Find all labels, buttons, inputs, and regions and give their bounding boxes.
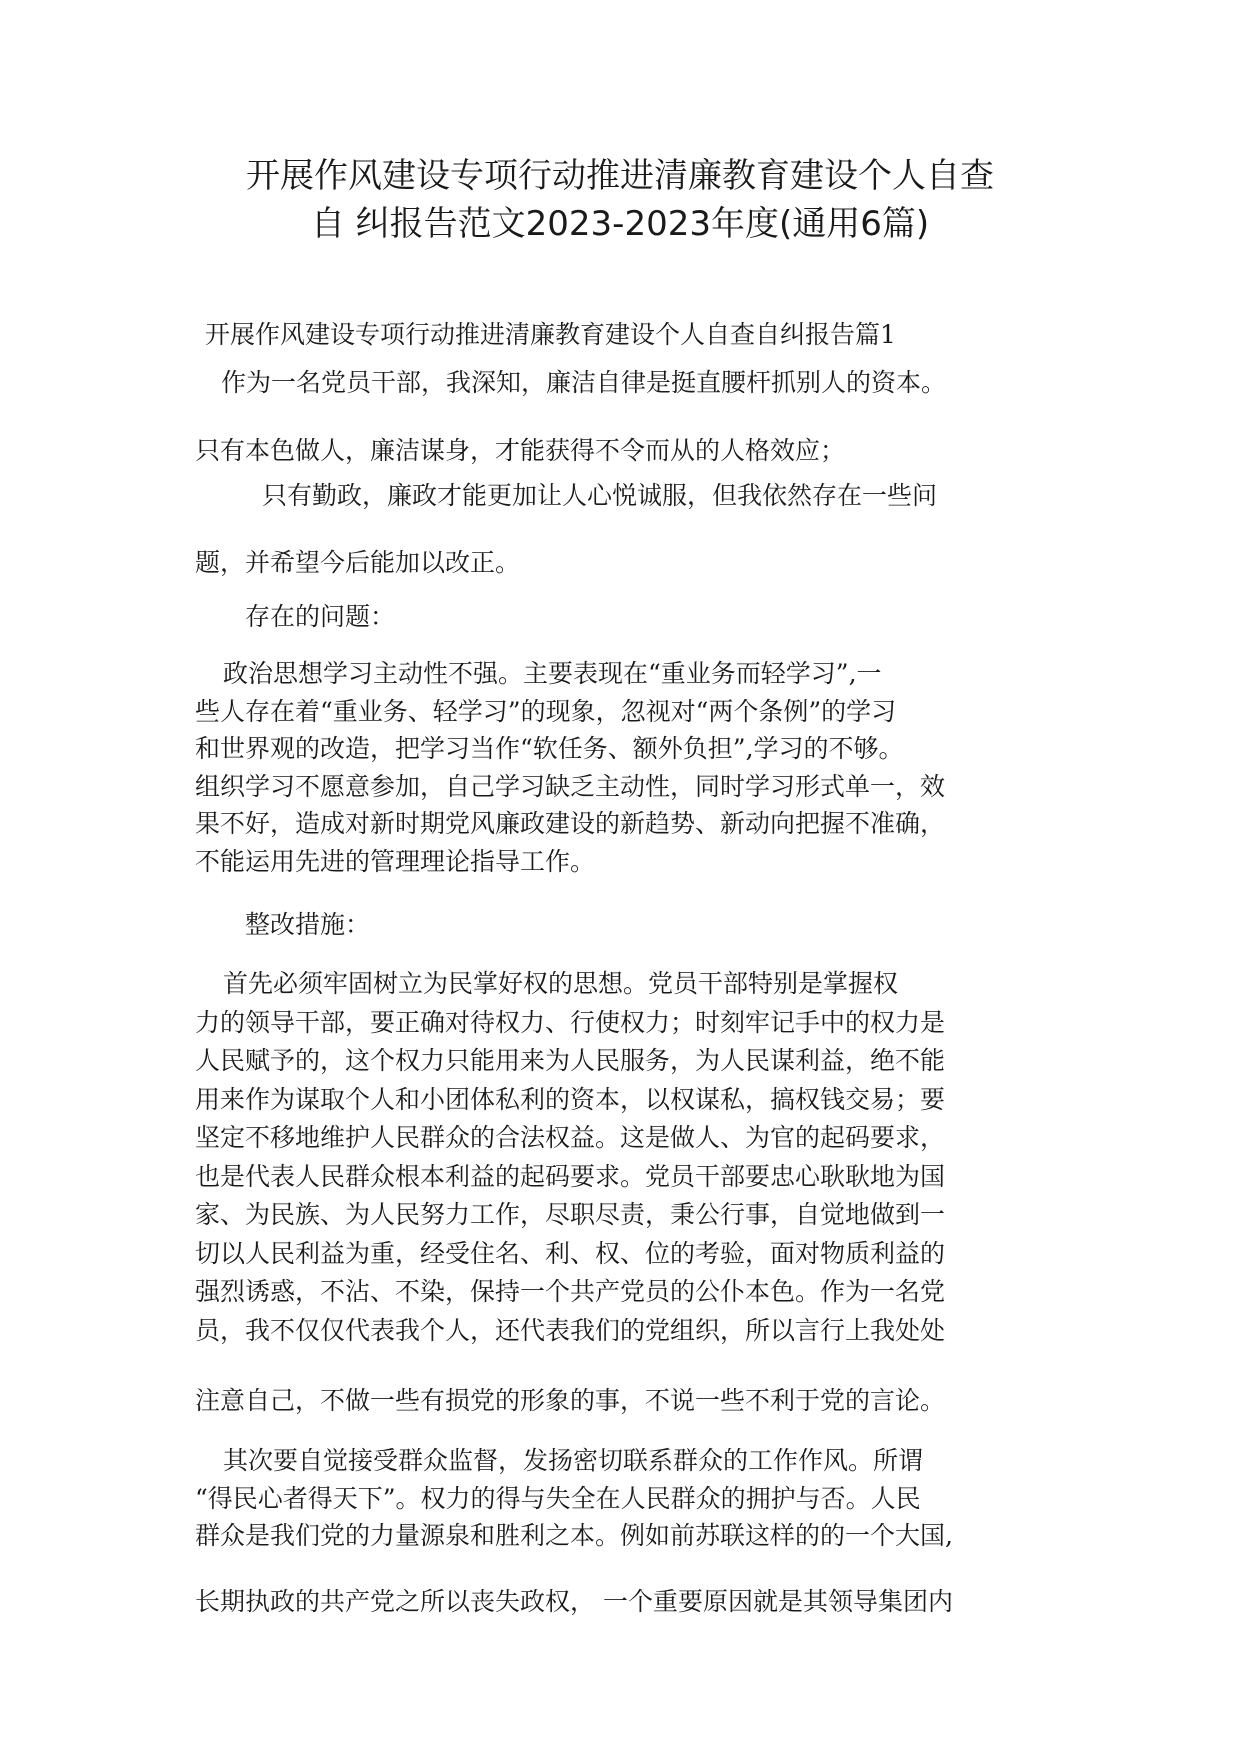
paragraph-problems [195,655,1075,880]
paragraph-line: “得民心者得天下”。权力的得与失全在人民群众的拥护与否。人民 [195,1483,921,1513]
paragraph-line: 果不好，造成对新时期党风廉政建设的新趋势、新动向把握不准确， [195,809,946,838]
section-heading: 开展作风建设专项行动推进清廉教育建设个人自查自纠报告篇1 [205,320,896,349]
text-line: 题，并希望今后能加以改正。 [195,548,521,577]
paragraph-line: 和世界观的改造，把学习当作“软任务、额外负担”,学习的不够。 [195,734,904,763]
text-line: 长期执政的共产党之所以丧失政权， 一个重要原因就是其领导集团内 [195,1587,953,1616]
paragraph-line: 不能运用先进的管理理论指导工作。 [195,846,596,876]
paragraph-line: 用来作为谋取个人和小团体私利的资本，以权谋私，搞权钱交易；要 [195,1084,946,1114]
paragraph-line: 组织学习不愿意参加，自己学习缺乏主动性，同时学习形式单一，效 [195,771,946,801]
paragraph-line: 政治思想学习主动性不强。主要表现在“重业务而轻学习”,一 [223,659,882,688]
text-line: 只有本色做人，廉洁谋身，才能获得不令而从的人格效应； [195,436,846,465]
paragraph-line: 员，我不仅仅代表我个人，还代表我们的党组织，所以言行上我处处 [195,1315,946,1345]
paragraph-line: 切以人民利益为重，经受住名、利、权、位的考验，面对物质利益的 [195,1238,946,1268]
paragraph-line: 群众是我们党的力量源泉和胜利之本。例如前苏联这样的的一个大国, [195,1521,953,1550]
paragraph-measures [195,965,1075,1350]
document-title-line-1: 开展作风建设专项行动推进清廉教育建设个人自查 [246,156,994,196]
paragraph-supervision [195,1442,1075,1555]
paragraph-line: 坚定不移地维护人民群众的合法权益。这是做人、为官的起码要求， [195,1123,946,1152]
text-line: 作为一名党员干部，我深知，廉洁自律是挺直腰杆抓别人的资本。 [221,368,947,397]
subheading-problems: 存在的问题： [245,602,396,631]
text-line: 注意自己，不做一些有损党的形象的事，不说一些不利于党的言论。 [195,1386,946,1415]
paragraph-line: 强烈诱惑，不沾、不染，保持一个共产党员的公仆本色。作为一名党 [195,1277,946,1306]
text-line: 只有勤政，廉政才能更加让人心悦诚服，但我依然存在一些问 [262,481,938,510]
subheading-measures: 整改措施： [245,910,371,939]
paragraph-line: 些人存在着“重业务、轻学习”的现象，忽视对“两个条例”的学习 [195,696,897,726]
paragraph-line: 也是代表人民群众根本利益的起码要求。党员干部要忠心耿耿地为国 [195,1161,946,1191]
document-title-line-2: 自 纠报告范文2023-2023年度(通用6篇) [310,204,930,244]
paragraph-line: 其次要自觉接受群众监督，发扬密切联系群众的工作作风。所谓 [223,1446,924,1475]
paragraph-line: 力的领导干部，要正确对待权力、行使权力；时刻牢记手中的权力是 [195,1007,946,1037]
paragraph-line: 家、为民族、为人民努力工作，尽职尽责，秉公行事，自觉地做到一 [195,1200,946,1229]
paragraph-line: 人民赋予的，这个权力只能用来为人民服务，为人民谋利益，绝不能 [195,1046,946,1075]
paragraph-line: 首先必须牢固树立为民掌好权的思想。党员干部特别是掌握权 [223,969,899,998]
